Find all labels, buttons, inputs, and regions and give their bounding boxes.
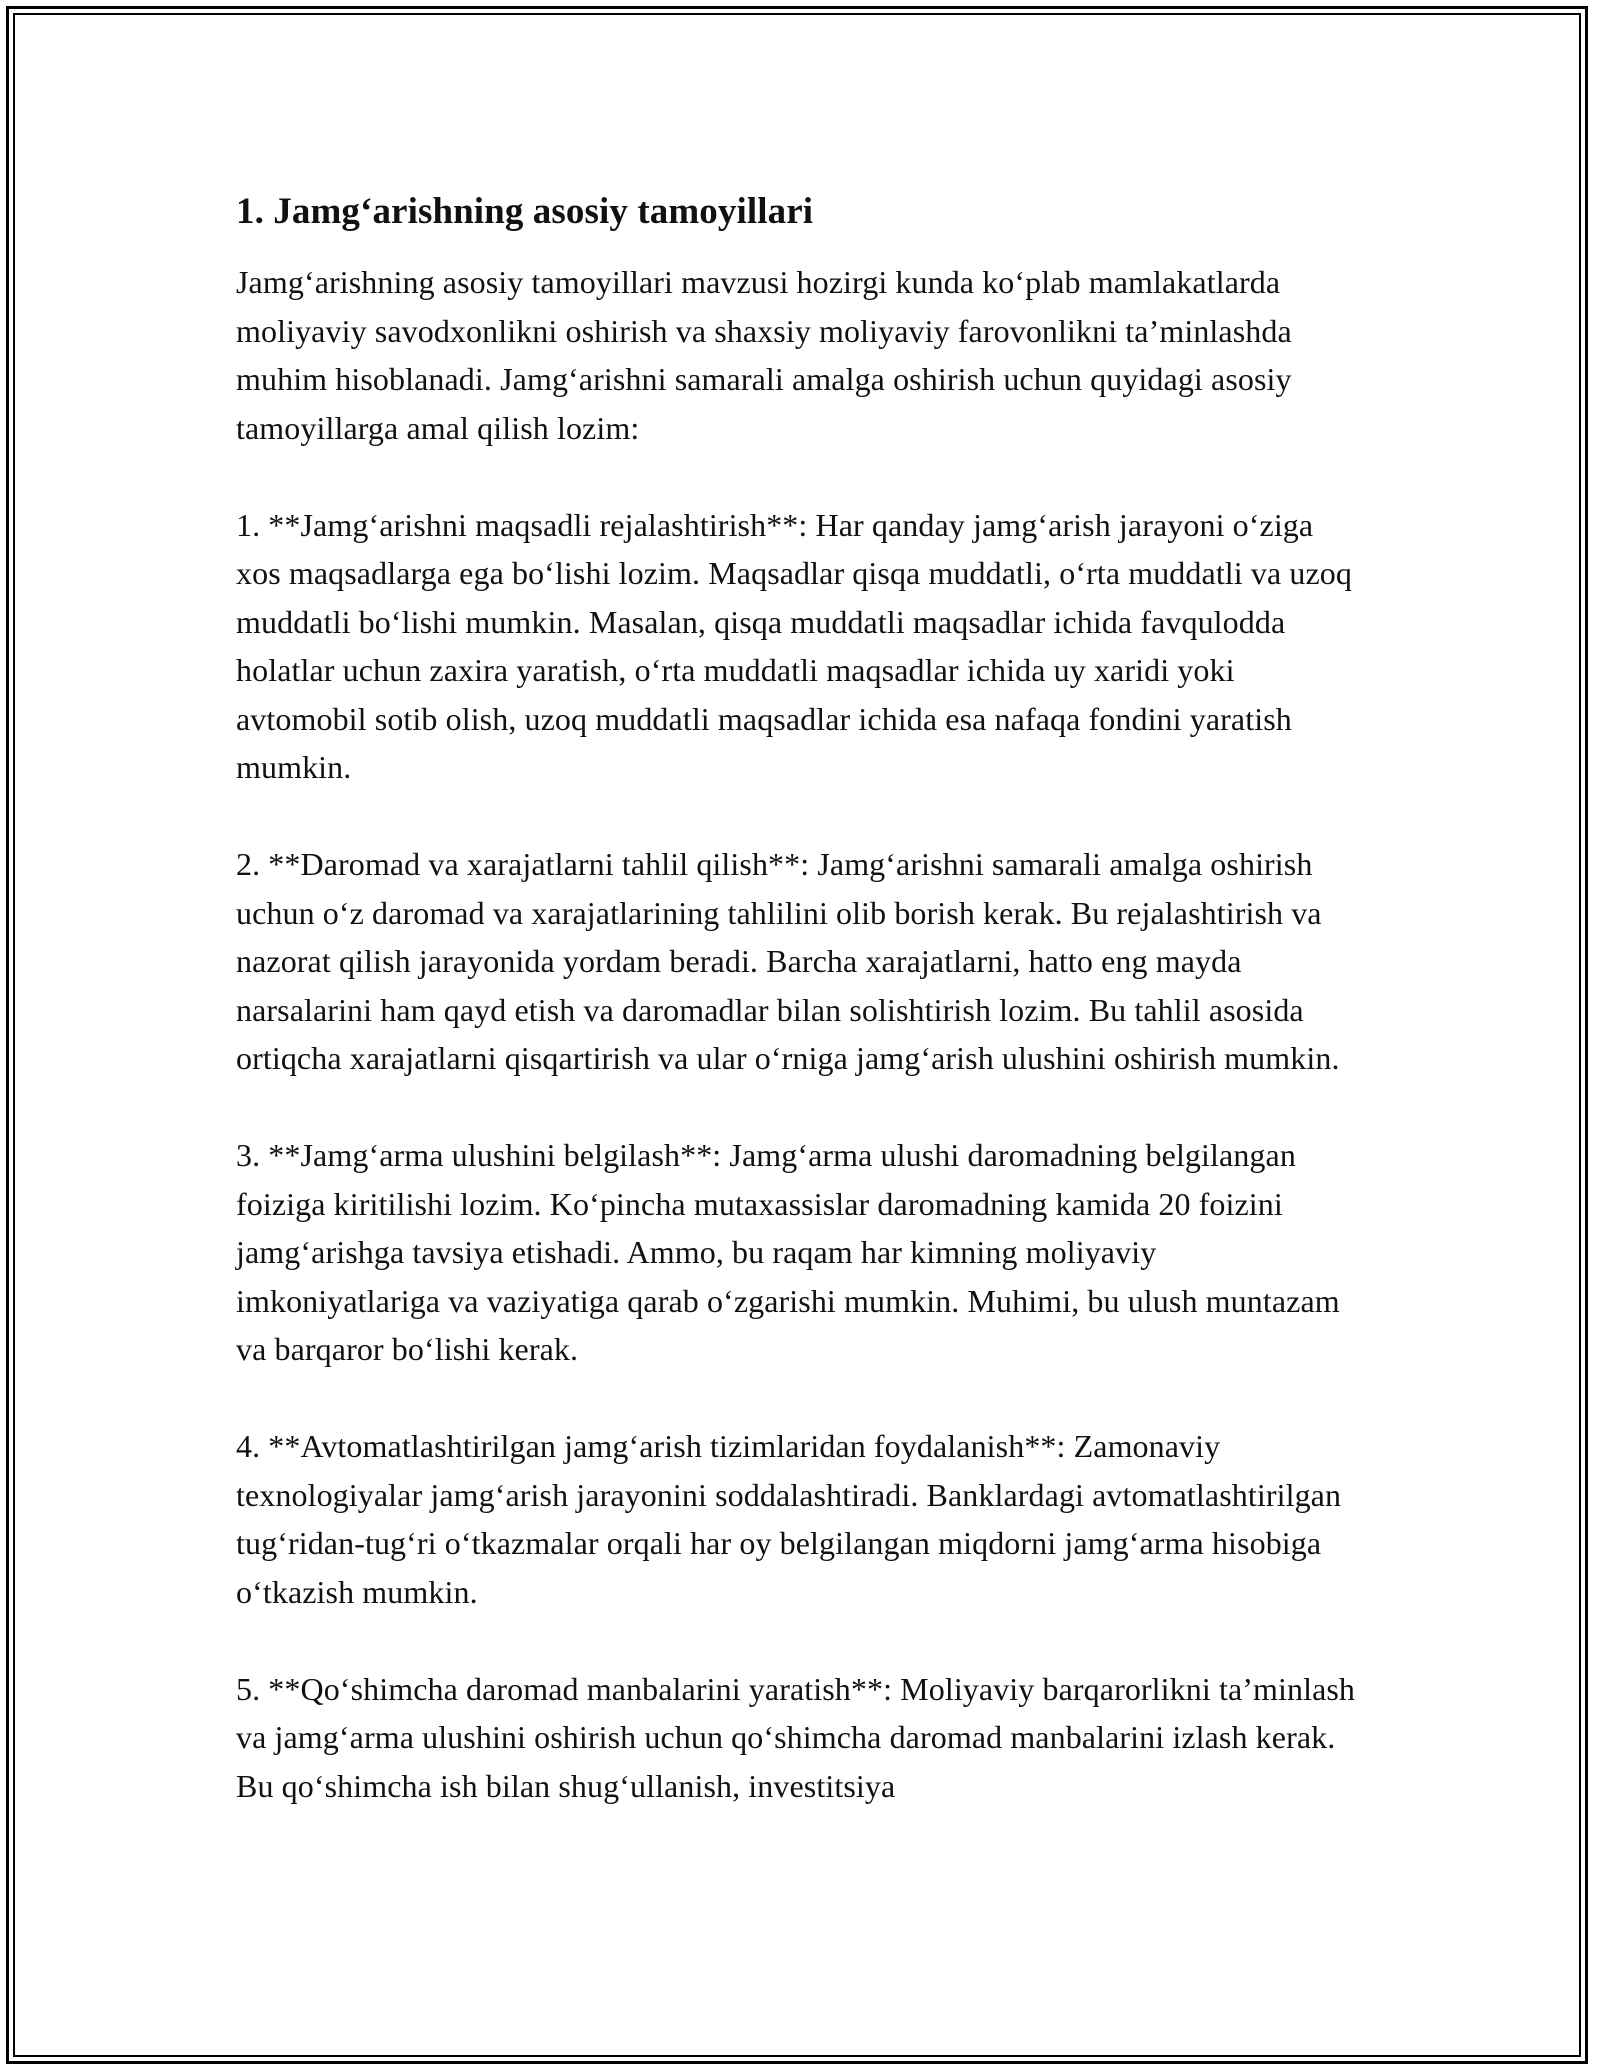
principle-paragraph-1: 1. **Jamg‘arishni maqsadli rejalashtirish**: Har qanday jamg‘arish jarayoni o‘ziga xos maqsadlarga ega bo‘lishi lozim. Maqsadlar qisqa muddatli, o‘rta muddatli va uzoq muddatli bo‘lishi mumkin. Masalan, qisqa muddatli maqsadlar ichida favqulodda holatlar uchun zaxira yaratish, o‘rta muddatli maqsadlar ichida uy xaridi yoki avtomobil sotib olish, uzoq muddatli maqsadlar ichida esa nafaqa fondini yaratish mumkin. — [236, 506, 1352, 785]
section-heading: 1. Jamg‘arishning asosiy tamoyillari — [236, 191, 814, 232]
intro-paragraph: Jamg‘arishning asosiy tamoyillari mavzusi hozirgi kunda ko‘plab mamlakatlarda moliyaviy savodxonlikni oshirish va shaxsiy moliyaviy farovonlikni ta’minlashda muhim hisoblanadi. Jamg‘arishni samarali amalga oshirish uchun quyidagi asosiy tamoyillarga amal qilish lozim: — [236, 264, 1292, 446]
principle-paragraph-5: 5. **Qo‘shimcha daromad manbalarini yaratish**: Moliyaviy barqarorlikni ta’minlash va jamg‘arma ulushini oshirish uchun qo‘shimcha daromad manbalarini izlash kerak. Bu qo‘shimcha ish bilan shug‘ullanish, investitsiya — [236, 1670, 1356, 1804]
principle-paragraph-3: 3. **Jamg‘arma ulushini belgilash**: Jamg‘arma ulushi daromadning belgilangan foiziga kiritilishi lozim. Ko‘pincha mutaxassislar daromadning kamida 20 foizini jamg‘arishga tavsiya etishadi. Ammo, bu raqam har kimning moliyaviy imkoniyatlariga va vaziyatiga qarab o‘zgarishi mumkin. Muhimi, bu ulush muntazam va barqaror bo‘lishi kerak. — [236, 1137, 1340, 1367]
principle-paragraph-4: 4. **Avtomatlashtirilgan jamg‘arish tizimlaridan foydalanish**: Zamonaviy texnologiyalar jamg‘arish jarayonini soddalashtiradi. Banklardagi avtomatlashtirilgan tug‘ridan-tug‘ri o‘tkazmalar orqali har oy belgilangan miqdorni jamg‘arma hisobiga o‘tkazish mumkin. — [236, 1428, 1342, 1610]
principle-paragraph-2: 2. **Daromad va xarajatlarni tahlil qilish**: Jamg‘arishni samarali amalga oshirish uchun o‘z daromad va xarajatlarining tahlilini olib borish kerak. Bu rejalashtirish va nazorat qilish jarayonida yordam beradi. Barcha xarajatlarni, hatto eng mayda narsalarini ham qayd etish va daromadlar bilan solishtirish lozim. Bu tahlil asosida ortiqcha xarajatlarni qisqartirish va ular o‘rniga jamg‘arish ulushini oshirish mumkin. — [236, 846, 1340, 1076]
document-body — [236, 188, 1366, 1810]
